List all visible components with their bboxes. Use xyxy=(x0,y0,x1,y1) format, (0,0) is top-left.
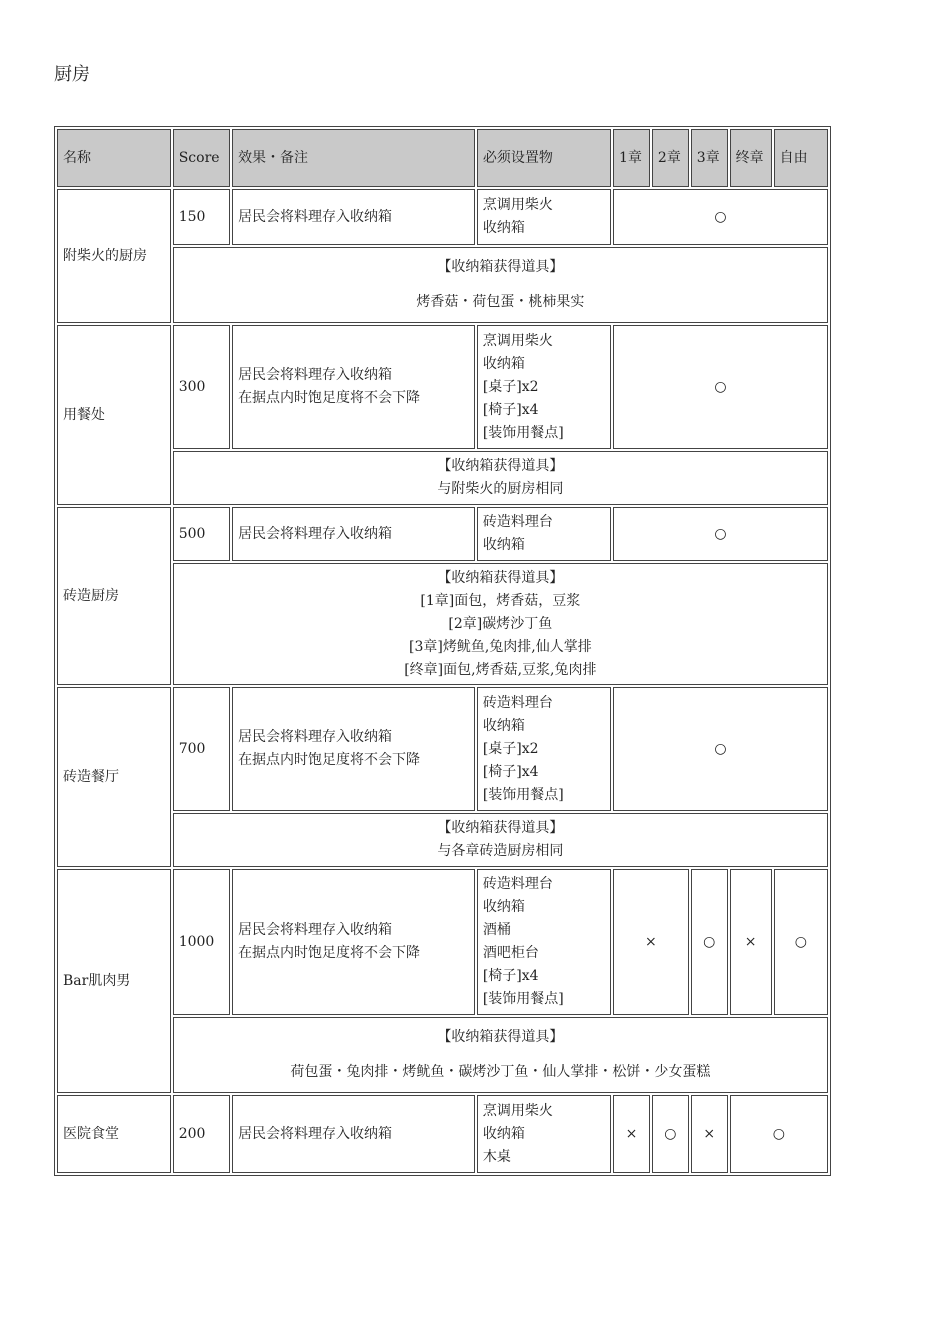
availability-ch2: ○ xyxy=(652,1095,689,1173)
facility-effect: 居民会将料理存入收纳箱 xyxy=(232,507,475,561)
availability-all: ○ xyxy=(613,189,828,245)
availability-all: ○ xyxy=(613,687,828,811)
table-row xyxy=(57,687,828,811)
header-ch1: 1章 xyxy=(613,129,650,187)
required-items: 烹调用柴火 收纳箱 [桌子]x2 [椅子]x4 [装饰用餐点] xyxy=(477,325,611,449)
table-row xyxy=(57,869,828,1015)
facility-effect: 居民会将料理存入收纳箱 在据点内时饱足度将不会下降 xyxy=(232,687,475,811)
table-row xyxy=(57,507,828,561)
drop-row xyxy=(57,813,828,867)
header-final: 终章 xyxy=(730,129,772,187)
header-free: 自由 xyxy=(774,129,828,187)
facility-score: 700 xyxy=(173,687,230,811)
header-ch2: 2章 xyxy=(652,129,689,187)
chest-drops: 【收纳箱获得道具】 荷包蛋・兔肉排・烤鱿鱼・碳烤沙丁鱼・仙人掌排・松饼・少女蛋糕 xyxy=(173,1017,828,1093)
availability-ch3: × xyxy=(691,1095,728,1173)
facility-score: 1000 xyxy=(173,869,230,1015)
availability-free: ○ xyxy=(774,869,828,1015)
table-row xyxy=(57,1095,828,1173)
page-title: 厨房 xyxy=(54,64,90,85)
chest-drops: 【收纳箱获得道具】 与附柴火的厨房相同 xyxy=(173,451,828,505)
facility-score: 500 xyxy=(173,507,230,561)
header-name: 名称 xyxy=(57,129,171,187)
availability-all: ○ xyxy=(613,507,828,561)
availability-ch1-ch2: × xyxy=(613,869,689,1015)
drop-row xyxy=(57,563,828,685)
facility-name: 用餐处 xyxy=(57,325,171,505)
drop-row xyxy=(57,451,828,505)
header-score: Score xyxy=(173,129,230,187)
facility-score: 200 xyxy=(173,1095,230,1173)
facility-effect: 居民会将料理存入收纳箱 在据点内时饱足度将不会下降 xyxy=(232,325,475,449)
facility-effect: 居民会将料理存入收纳箱 xyxy=(232,1095,475,1173)
drop-row xyxy=(57,1017,828,1093)
chest-drops: 【收纳箱获得道具】 [1章]面包，烤香菇，豆浆 [2章]碳烤沙丁鱼 [3章]烤鱿鱼,兔肉排,仙人掌排 [终章]面包,烤香菇,豆浆,兔肉排 xyxy=(173,563,828,685)
required-items: 砖造料理台 收纳箱 酒桶 酒吧柜台 [椅子]x4 [装饰用餐点] xyxy=(477,869,611,1015)
facility-name: 附柴火的厨房 xyxy=(57,189,171,323)
facility-effect: 居民会将料理存入收纳箱 xyxy=(232,189,475,245)
facility-name: 砖造厨房 xyxy=(57,507,171,685)
availability-all: ○ xyxy=(613,325,828,449)
header-effect: 效果・备注 xyxy=(232,129,475,187)
header-required: 必须设置物 xyxy=(477,129,611,187)
availability-final: × xyxy=(730,869,772,1015)
availability-ch3: ○ xyxy=(691,869,728,1015)
facility-name: 砖造餐厅 xyxy=(57,687,171,867)
chest-drops: 【收纳箱获得道具】 烤香菇・荷包蛋・桃柿果实 xyxy=(173,247,828,323)
required-items: 砖造料理台 收纳箱 [桌子]x2 [椅子]x4 [装饰用餐点] xyxy=(477,687,611,811)
header-row xyxy=(57,129,828,187)
drop-row xyxy=(57,247,828,323)
facility-effect: 居民会将料理存入收纳箱 在据点内时饱足度将不会下降 xyxy=(232,869,475,1015)
table-row xyxy=(57,189,828,245)
required-items: 砖造料理台 收纳箱 xyxy=(477,507,611,561)
availability-final-free: ○ xyxy=(730,1095,828,1173)
required-items: 烹调用柴火 收纳箱 xyxy=(477,189,611,245)
chest-drops: 【收纳箱获得道具】 与各章砖造厨房相同 xyxy=(173,813,828,867)
required-items: 烹调用柴火 收纳箱 木桌 xyxy=(477,1095,611,1173)
table-row xyxy=(57,325,828,449)
facility-name: 医院食堂 xyxy=(57,1095,171,1173)
facility-score: 150 xyxy=(173,189,230,245)
availability-ch1: × xyxy=(613,1095,650,1173)
facility-score: 300 xyxy=(173,325,230,449)
facility-name: Bar肌肉男 xyxy=(57,869,171,1093)
header-ch3: 3章 xyxy=(691,129,728,187)
kitchen-table xyxy=(54,126,831,1176)
